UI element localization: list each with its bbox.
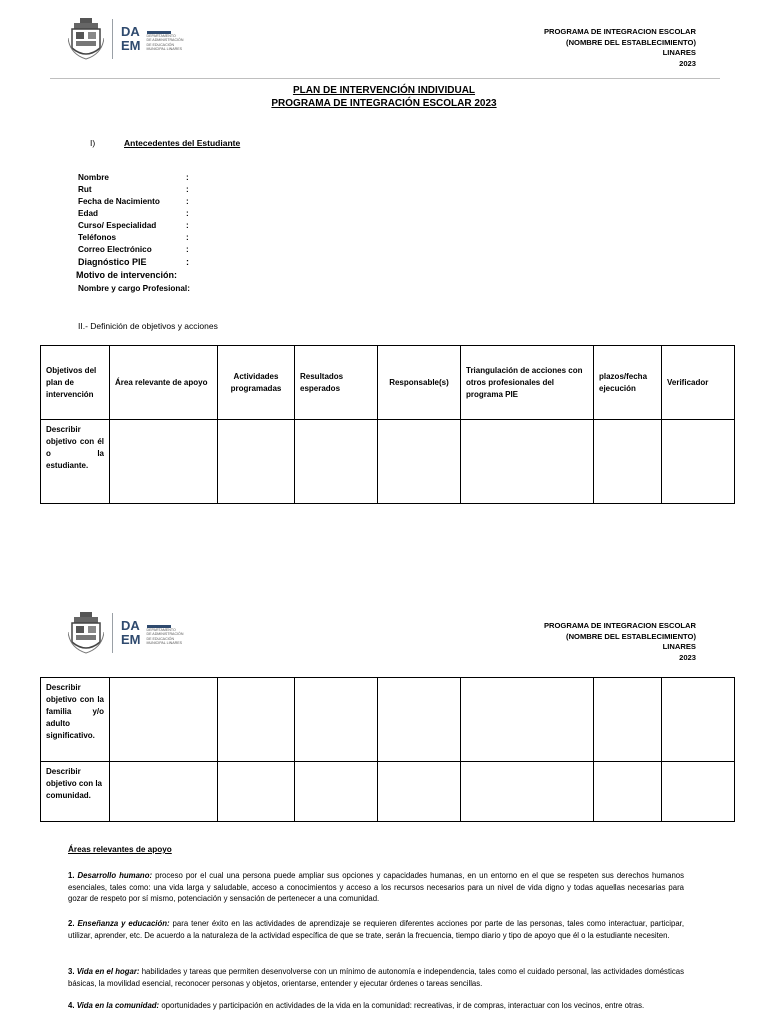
field-diagnostico: Diagnóstico PIE : [78,257,189,267]
objective-comunidad: Describir objetivo con la comunidad. [41,762,110,822]
table-row [41,678,735,762]
header-program-info-page2: PROGRAMA DE INTEGRACION ESCOLAR (NOMBRE DEL ESTABLECIMIENTO) LINARES 2023 [543,621,696,662]
field-edad: Edad : [78,209,189,218]
objectives-table [40,345,735,504]
table-cell[interactable] [662,762,735,822]
col-header-plazos: plazos/fecha ejecución [594,346,662,420]
table-cell[interactable] [461,420,594,504]
table-cell[interactable] [295,420,378,504]
areas-title: Áreas relevantes de apoyo [68,845,172,854]
area-item-3: 3. Vida en el hogar: habilidades y tareas que permiten desenvolverse con un mínimo de autonomía e independencia, tales como el cuidado personal, las actividades domésticas básicas, la movilidad esencial, reconocer personas y objetos, orientarse, entender y ejecutar órdenes o tareas sencillas. [68,967,684,988]
col-header-resultados: Resultados esperados [295,346,378,420]
table-cell[interactable] [378,420,461,504]
table-header-row [41,346,735,420]
table-cell[interactable] [594,420,662,504]
objective-familia: Describir objetivo con la familia y/o adulto significativo. [41,678,110,762]
header-logo-page2 [68,612,183,654]
field-nombre: Nombre : [78,173,189,182]
section1-heading: Antecedentes del Estudiante [124,138,241,148]
page-title: PLAN DE INTERVENCIÓN INDIVIDUAL PROGRAMA DE INTEGRACIÓN ESCOLAR 2023 [271,85,497,109]
table-cell[interactable] [594,678,662,762]
objectives-table-continued [40,677,735,822]
table-cell[interactable] [662,420,735,504]
table-cell[interactable] [295,762,378,822]
table-row [41,762,735,822]
table-cell[interactable] [461,678,594,762]
field-telefonos: Teléfonos : [78,233,189,242]
field-profesional: Nombre y cargo Profesional: [78,284,190,293]
table-cell[interactable] [110,420,218,504]
col-header-actividades: Actividades programadas [218,346,295,420]
table-cell[interactable] [662,678,735,762]
logo-divider [112,613,113,653]
area-item-4: 4. Vida en la comunidad: oportunidades y participación en actividades de la vida en la comunidad: recreativas, ir de compras, interactuar con los vecinos, entre otras. [68,1001,645,1010]
area-item-1: 1. Desarrollo humano: proceso por el cual una persona puede ampliar sus opciones y capacidades humanas, en un entorno en el que se respeten sus derechos humanos esenciales, tales como: una vida larga y saludable, acceso a conocimientos y acceso a los recursos necesarios para un nivel de vida digno y todas aquellas necesarias para gozar de respeto por sí mismo, potenciación y sensación de pertenecer a una comunidad. [68,871,685,903]
logo-divider [112,19,113,59]
field-curso: Curso/ Especialidad : [78,221,189,230]
area-item-2: 2. Enseñanza y educación: para tener éxito en las actividades de aprendizaje se requieren diferentes acciones por parte de las personas, tales como interactuar, participar, utilizar, aprender, etc. De acuerdo a la naturaleza de la actividad específica de que se trate, serán la frecuencia, tiempo diario y tipo de apoyo que él o la estudiante necesiten. [68,919,684,940]
table-cell[interactable] [218,420,295,504]
col-header-area: Área relevante de apoyo [110,346,218,420]
header-program-info: PROGRAMA DE INTEGRACION ESCOLAR (NOMBRE DEL ESTABLECIMIENTO) LINARES 2023 [543,27,696,68]
logo-subtitle: DEPARTAMENTO DE ADMINISTRACIÓN DE EDUCACIÓN MUNICIPAL LINARES [146,627,184,645]
table-cell[interactable] [378,762,461,822]
col-header-responsables: Responsable(s) [378,346,461,420]
table-row [41,420,735,504]
logo-subtitle: DEPARTAMENTO DE ADMINISTRACIÓN DE EDUCACIÓN MUNICIPAL LINARES [146,33,184,51]
municipal-crest-icon [68,612,104,654]
objective-estudiante: Describir objetivo con él o la estudiante. [41,420,110,504]
field-rut: Rut : [78,185,189,194]
table-cell[interactable] [461,762,594,822]
field-fecha-nacimiento: Fecha de Nacimiento : [78,197,189,206]
table-cell[interactable] [110,762,218,822]
daem-wordmark: DA EM [121,618,141,647]
municipal-crest-icon [68,18,104,60]
col-header-verificador: Verificador [662,346,735,420]
table-cell[interactable] [218,762,295,822]
section2-heading: II.- Definición de objetivos y acciones [78,321,218,331]
table-cell[interactable] [295,678,378,762]
field-correo: Correo Electrónico : [78,245,189,254]
col-header-triangulacion: Triangulación de acciones con otros profesionales del programa PIE [461,346,594,420]
field-motivo: Motivo de intervención: [76,270,178,280]
col-header-objetivos: Objetivos del plan de intervención [41,346,110,420]
header-logo [68,18,183,60]
section1-number: I) [90,138,96,148]
table-cell[interactable] [594,762,662,822]
header-separator [50,78,720,79]
student-fields [78,172,189,268]
table-cell[interactable] [110,678,218,762]
table-cell[interactable] [218,678,295,762]
table-cell[interactable] [378,678,461,762]
daem-wordmark: DA EM [121,24,141,53]
